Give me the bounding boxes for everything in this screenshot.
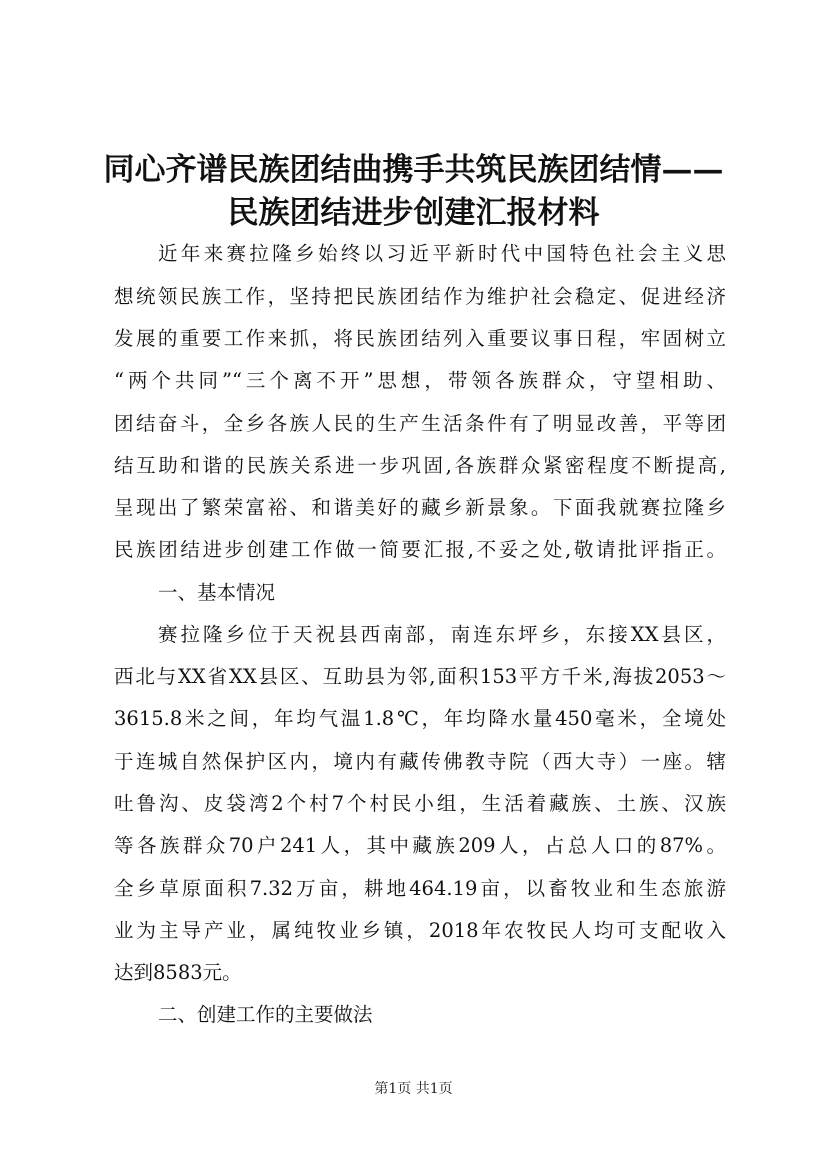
paragraph-1-line: 想统领民族工作，坚持把民族团结作为维护社会稳定、促进经济	[114, 285, 726, 308]
paragraph-2-line: 达到8583元。	[114, 961, 242, 984]
paragraph-1-line: 近年来赛拉隆乡始终以习近平新时代中国特色社会主义思	[158, 242, 726, 265]
page-number-footer: 第1页 共1页	[374, 1081, 453, 1097]
section-heading-basic-info: 一、基本情况	[158, 581, 276, 604]
paragraph-1-line: 发展的重要工作来抓，将民族团结列入重要议事日程，牢固树立	[114, 327, 726, 350]
paragraph-2-line: 吐鲁沟、皮袋湾2个村7个村民小组，生活着藏族、土族、汉族	[114, 792, 726, 815]
paragraph-1-line: “两个共同”“三个离不开”思想，带领各族群众，守望相助、	[114, 369, 726, 392]
paragraph-2-line: 等各族群众70户241人，其中藏族209人，占总人口的87%。	[114, 834, 726, 857]
paragraph-1-line: 民族团结进步创建工作做一简要汇报,不妥之处,敬请批评指正。	[114, 538, 726, 561]
paragraph-1-line: 团结奋斗，全乡各族人民的生产生活条件有了明显改善，平等团	[114, 412, 726, 435]
paragraph-1-line: 结互助和谐的民族关系进一步巩固,各族群众紧密程度不断提高,	[114, 454, 726, 477]
paragraph-2-line: 西北与XX省XX县区、互助县为邻,面积153平方千米,海拔2053～	[114, 665, 726, 688]
document-title-line-2: 民族团结进步创建汇报材料	[227, 195, 600, 231]
paragraph-2-line: 于连城自然保护区内，境内有藏传佛教寺院（西大寺）一座。辖	[114, 750, 726, 773]
section-heading-main-practices: 二、创建工作的主要做法	[158, 1003, 373, 1026]
paragraph-2-line: 业为主导产业，属纯牧业乡镇，2018年农牧民人均可支配收入	[114, 919, 726, 942]
paragraph-1-line: 呈现出了繁荣富裕、和谐美好的藏乡新景象。下面我就赛拉隆乡	[114, 496, 726, 519]
document-title-line-1: 同心齐谱民族团结曲携手共筑民族团结情——	[103, 152, 724, 188]
paragraph-2-line: 3615.8米之间，年均气温1.8℃，年均降水量450毫米，全境处	[114, 707, 726, 730]
paragraph-2-line: 全乡草原面积7.32万亩，耕地464.19亩，以畜牧业和生态旅游	[114, 877, 726, 900]
paragraph-2-line: 赛拉隆乡位于天祝县西南部，南连东坪乡，东接XX县区，	[158, 623, 726, 646]
